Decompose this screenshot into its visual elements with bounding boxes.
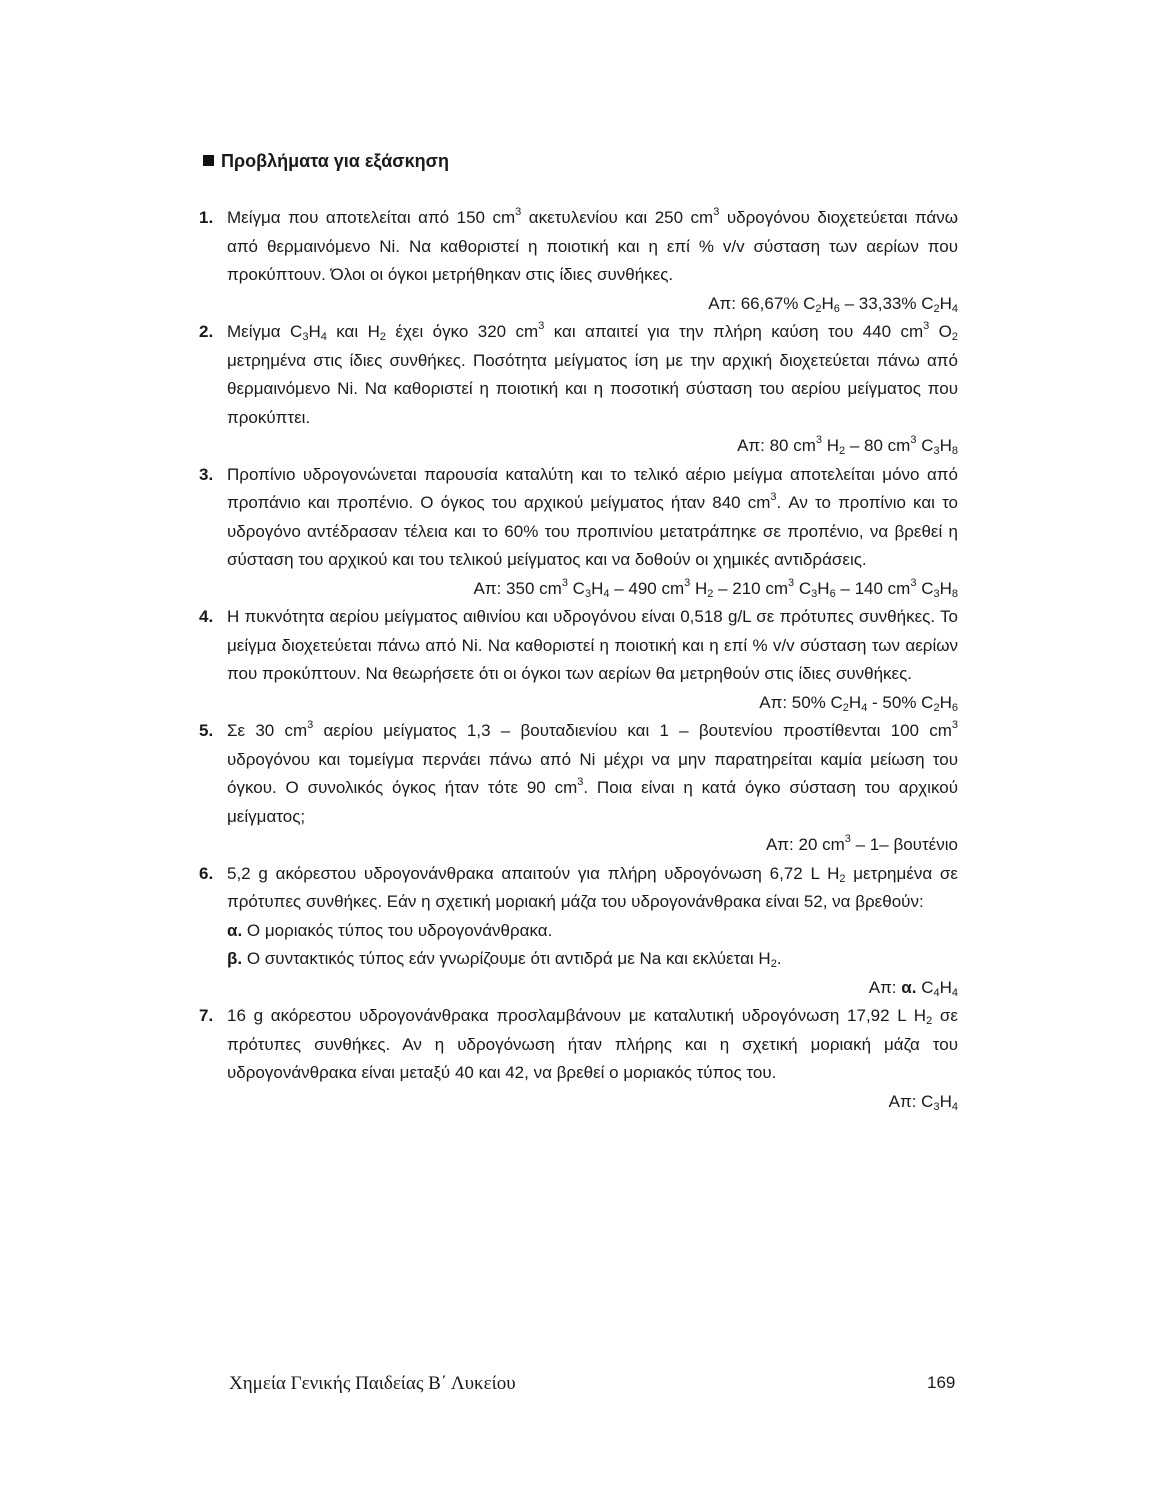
black-square-icon (203, 155, 214, 166)
subitem-label: β. (227, 949, 243, 968)
problem-answer: Απ: 50% $C_2H_4 - 50\%$ $C_2H_6$ (759, 692, 958, 714)
subitem-text: Ο συντακτικός τύπος εάν γνωρίζουμε ότι αντιδρά με Na και εκλύεται $H_2$. (246, 949, 782, 970)
problem-text: 5,2 g ακόρεστου υδρογονάνθρακα απαιτούν για πλήρη υδρογόνωση 6,72 L $H_2$ μετρημένα σε πρότυπες συνθήκες. Εάν η σχετική μοριακή μάζα του υδρογονάνθρακα είναι 52, να βρεθούν: (227, 863, 958, 911)
problem-text: Μείγμα που αποτελείται από 150 $cm^3$ ακετυλενίου και 250 $cm^3$ υδρογόνου διοχετεύεται πάνω από θερμαινόμενο Ni. Να καθοριστεί η ποιοτική και η επί % v/v σύσταση των αερίων που προκύπτουν. Όλοι οι όγκοι μετρήθηκαν στις ίδιες συνθήκες. (227, 206, 958, 284)
problem-answer: Απ: 350 $cm^3$ $C_3H_4 - 490$ $cm^3$ $H_2 - 210$ $cm^3$ $C_3H_6 - 140$ $cm^3$ $C_3H_8$ (473, 576, 958, 600)
problem-number: 4. (199, 607, 214, 626)
problem-answer: Απ: $C_3H_4$ (888, 1091, 958, 1113)
problem-5 (199, 717, 958, 860)
problem-7 (199, 1002, 958, 1116)
section-title (203, 151, 449, 172)
answer-value: $C_4H_4$ (921, 977, 958, 999)
problem-answer (227, 974, 958, 1003)
problem-text: Μείγμα $C_3H_4$ και $H_2$ έχει όγκο 320 $cm^3$ και απαιτεί για την πλήρη καύση του 440 $cm^3$ $O_2$ μετρημένα στις ίδιες συνθήκες. Ποσότητα μείγματος ίση με την αρχική διοχετεύεται πάνω από θερμαινόμενο Ni. Να καθοριστεί η ποιοτική και η ποσοτική σύσταση του αερίου μείγματος που προκύπτει. (227, 320, 959, 427)
problem-number: 3. (199, 464, 214, 484)
problem-number: 6. (199, 863, 214, 883)
problem-subitem (227, 945, 958, 974)
footer-book-title: Χημεία Γενικής Παιδείας Β΄ Λυκείου (229, 1373, 516, 1394)
section-title-text: Προβλήματα για εξάσκηση (221, 151, 449, 171)
problem-text: Σε 30 $cm^3$ αερίου μείγματος 1,3 – βουταδιενίου και 1 – βουτενίου προστίθενται 100 $cm^3$ υδρογόνου και τομείγμα περνάει πάνω από Ni μέχρι να μην παρατηρείται καμία μείωση του όγκου. Ο συνολικός όγκος ήταν τότε 90 $cm^3$. Ποια είναι η κατά όγκο σύσταση του αρχικού μείγματος; (227, 719, 959, 826)
problem-4 (199, 603, 958, 717)
answer-label: α. (901, 977, 917, 997)
problem-6 (199, 860, 958, 1003)
footer-page-number: 169 (927, 1373, 956, 1392)
problem-1 (199, 204, 958, 318)
subitem-label: α. (227, 920, 243, 940)
problem-answer: Απ: 66,67% $C_2H_6 - 33,33\%$ $C_2H_4$ (708, 293, 958, 315)
problem-3 (199, 461, 958, 604)
problem-number: 1. (199, 208, 214, 227)
problem-subitem (227, 917, 958, 946)
problem-text: Η πυκνότητα αερίου μείγματος αιθινίου και υδρογόνου είναι 0,518 g/L σε πρότυπες συνθήκες. Το μείγμα διοχετεύεται πάνω από Ni. Να καθοριστεί η ποιοτική και η επί % v/v σύσταση των αερίων που προκύπτουν. Να θεωρήσετε ότι οι όγκοι των αερίων θα μετρηθούν στις ίδιες συνθήκες. (227, 607, 958, 683)
problem-answer: Απ: 80 $cm^3$ $H_2 - 80$ $cm^3$ $C_3H_8$ (737, 434, 958, 457)
problem-answer: Απ: 20 $cm^3 - 1-$ βουτένιο (765, 833, 958, 854)
problem-list (199, 204, 958, 1116)
problem-2 (199, 318, 958, 461)
problem-number: 2. (199, 322, 214, 341)
problem-number: 7. (199, 1006, 214, 1025)
problem-text: 16 g ακόρεστου υδρογονάνθρακα προσλαμβάνουν με καταλυτική υδρογόνωση 17,92 L $H_2$ σε πρότυπες συνθήκες. Αν η υδρογόνωση ήταν πλήρης και η σχετική μοριακή μάζα του υδρογονάνθρακα είναι μεταξύ 40 και 42, να βρεθεί ο μοριακός τύπος του. (227, 1006, 958, 1082)
subitem-text: Ο μοριακός τύπος του υδρογονάνθρακα. (246, 920, 553, 940)
answer-prefix: Απ: (868, 977, 897, 997)
problem-number: 5. (199, 721, 214, 740)
problem-text: Προπίνιο υδρογονώνεται παρουσία καταλύτη και το τελικό αέριο μείγμα αποτελείται μόνο από προπάνιο και προπένιο. Ο όγκος του αρχικού μείγματος ήταν 840 $cm^3$. Αν το προπίνιο και το υδρογόνο αντέδρασαν τέλεια και το 60% του προπινίου μετατράπηκε σε προπένιο, να βρεθεί η σύσταση του αρχικού και του τελικού μείγματος και να δοθούν οι χημικές αντιδράσεις. (227, 464, 958, 569)
